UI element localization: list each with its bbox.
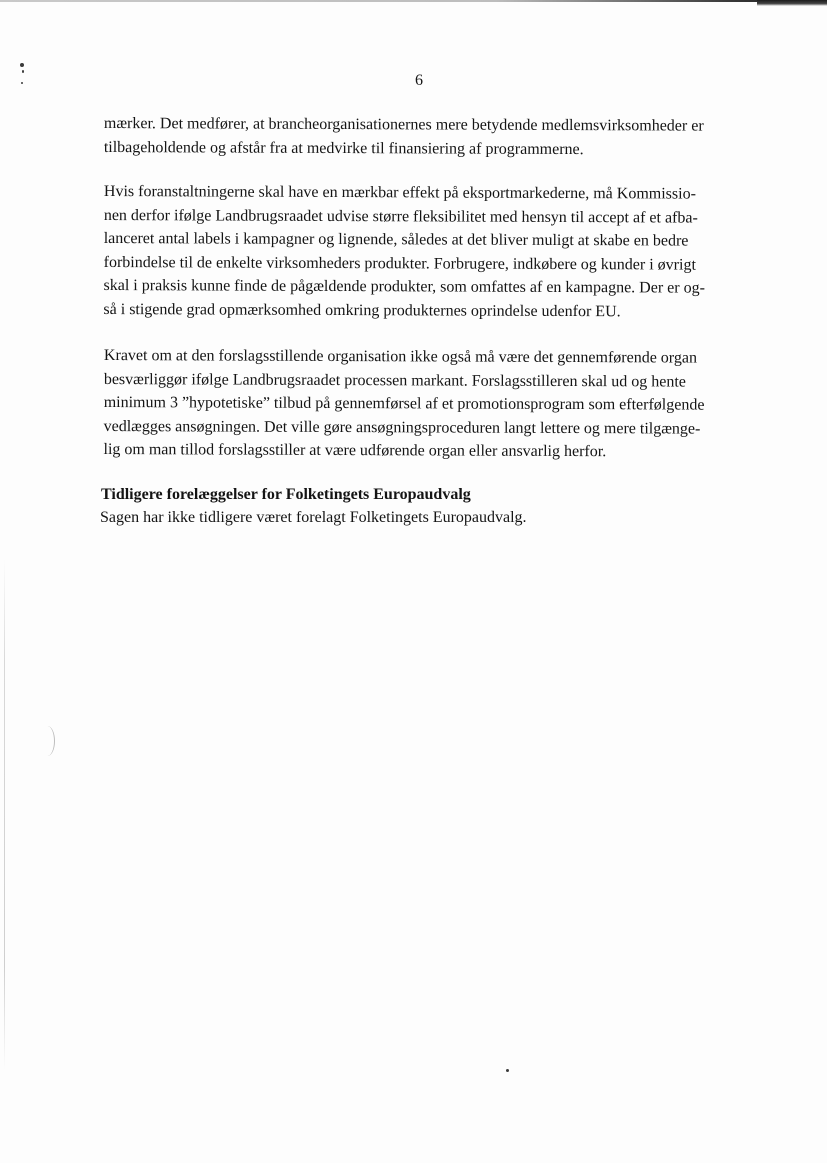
scan-left-edge — [4, 560, 5, 1070]
scan-speck — [506, 1069, 509, 1072]
scan-artifact — [40, 726, 55, 756]
text-line: lig om man tillod forslagsstiller at være udførende organ eller ansvarlig herfor. — [103, 440, 607, 461]
paragraph — [103, 180, 744, 324]
scan-speck — [20, 63, 24, 67]
text-line: mærker. Det medfører, at brancheorganisationernes mere betydende medlemsvirksomheder er — [103, 114, 704, 135]
section-body-text: Sagen har ikke tidligere været forelagt Folketingets Europaudvalg. — [100, 509, 527, 526]
text-line: forbindelse til de enkelte virksomheders produkter. Forbrugere, indkøbere og kunder i øvrigt — [103, 253, 696, 274]
text-line: skal i praksis kunne finde de pågældende produkter, som omfattes af en kampagne. Der er og- — [103, 276, 705, 297]
paragraph — [104, 112, 744, 162]
text-line: tilbageholdende og afstår fra at medvirke til finansiering af programmerne. — [103, 138, 584, 158]
text-line: minimum 3 ”hypotetiske” tilbud på gennemførsel af et promotionsprogram som efterfølgende — [103, 393, 705, 414]
scan-speck — [21, 82, 23, 84]
scan-top-edge — [0, 0, 827, 2]
text-line: nen derfor ifølge Landbrugsraadet udvise større fleksibilitet med hensyn til accept af et afba- — [103, 206, 698, 227]
text-line: vedlægges ansøgningen. Det ville gøre ansøgningsproceduren langt lettere og mere tilgænge- — [103, 417, 701, 438]
text-line: lanceret antal labels i kampagner og lignende, således at det bliver muligt at skabe en bedre — [103, 229, 689, 250]
scan-speck — [22, 70, 24, 73]
section-heading: Tidligere forelæggelser for Folketingets Europaudvalg — [101, 486, 471, 503]
text-line: besværliggør ifølge Landbrugsraadet processen markant. Forslagsstilleren skal ud og hente — [103, 370, 686, 391]
paragraph — [103, 344, 744, 464]
scan-top-edge-shadow — [757, 0, 827, 6]
page-number: 6 — [415, 72, 423, 89]
text-line: så i stigende grad opmærksomhed omkring produkternes oprindelse udenfor EU. — [103, 300, 621, 320]
text-line: Kravet om at den forslagsstillende organisation ikke også må være det gennemførende organ — [103, 346, 697, 367]
text-line: Hvis foranstaltningerne skal have en mærkbar effekt på eksportmarkederne, må Kommissio- — [103, 182, 696, 203]
